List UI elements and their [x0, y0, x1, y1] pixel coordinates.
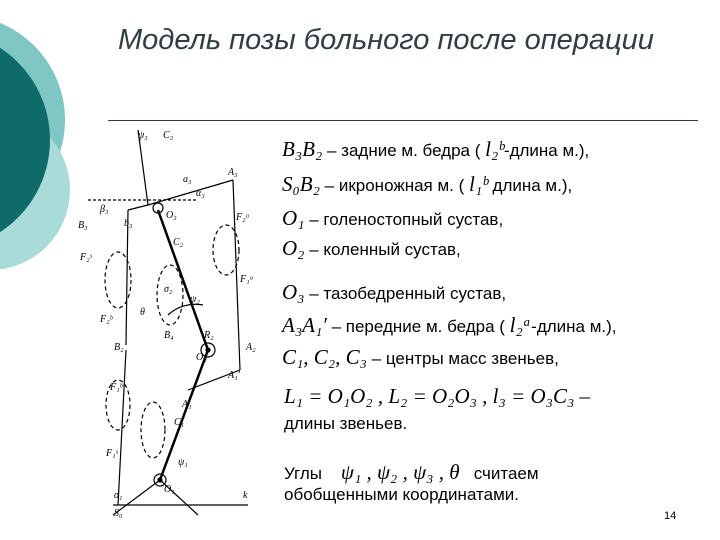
definition-centers-of-mass: C₁, C₂, C₃ – центры масс звеньев, [282, 345, 559, 369]
label-b3: b₃ [124, 218, 133, 229]
label-F1s: F₁ˢ [106, 448, 118, 459]
label-B2: B₂ [114, 342, 124, 353]
label-alpha3: α₃ [196, 188, 205, 199]
label-B4: B₄ [164, 330, 174, 341]
label-psi2: ψ₂ [190, 294, 200, 305]
label-S0: S₀ [114, 508, 123, 519]
label-F2b: F₂ᵇ [100, 314, 113, 325]
label-a3: a₃ [183, 174, 192, 185]
label-B3: B₃ [78, 220, 88, 231]
label-F1b: F₁ᵇ [110, 382, 123, 393]
label-C2: C₂ [173, 237, 184, 248]
angles-line-2: обобщенными координатами. [284, 485, 519, 504]
definition-b3b2: B₃B₂ – задние м. бедра ( l₂ᵇ-длина м.), [282, 137, 590, 161]
definition-o2: O₂ – коленный сустав, [282, 236, 461, 260]
definition-o1: O₁ – голеностопный сустав, [282, 206, 504, 230]
label-C1: C₁ [174, 417, 185, 428]
label-O2: O₂ [196, 352, 207, 363]
page-number: 14 [664, 510, 677, 522]
label-sigma2: σ₂ [164, 284, 173, 295]
label-F2a: F₂ᵃ [236, 212, 250, 223]
label-R2: R₂ [204, 330, 214, 341]
leg-model-diagram [78, 120, 278, 520]
label-C3: C₃ [163, 130, 174, 141]
slide-title: Модель позы больного после операции [118, 24, 654, 56]
lengths-formula: L₁ = O₁O₂ , L₂ = O₂O₃ , l₃ = O₃C₃ – [284, 384, 590, 408]
label-O1: O₁ [164, 484, 175, 495]
label-psi1: ψ₁ [178, 457, 188, 468]
angles-line: Углы ψ₁ , ψ₂ , ψ₃ , θ считаем [284, 460, 539, 484]
label-O3: O₃ [166, 210, 177, 221]
label-theta: θ [140, 307, 145, 318]
label-F2s: F₂ˢ [80, 252, 92, 263]
definition-s0b2: S₀B₂ – икроножная м. ( l₁ᵇ длина м.), [282, 172, 573, 196]
label-beta3: β₃ [100, 204, 109, 215]
label-A3: A₃ [228, 167, 238, 178]
definition-a3a1: A₃A₁′ – передние м. бедра ( l₂ᵃ-длина м.), [282, 313, 617, 337]
lengths-text: длины звеньев. [284, 414, 408, 433]
label-sigma1: σ₁ [114, 490, 123, 501]
label-psi3: ψ₃ [138, 130, 148, 141]
label-F1a: F₁ᵃ [240, 274, 254, 285]
label-A1: A₁ [182, 399, 192, 410]
label-A1p: A₁′ [228, 370, 240, 381]
label-k: k [243, 490, 248, 501]
label-A2: A₂ [246, 342, 256, 353]
definition-o3: O₃ – тазобедренный сустав, [282, 280, 507, 304]
